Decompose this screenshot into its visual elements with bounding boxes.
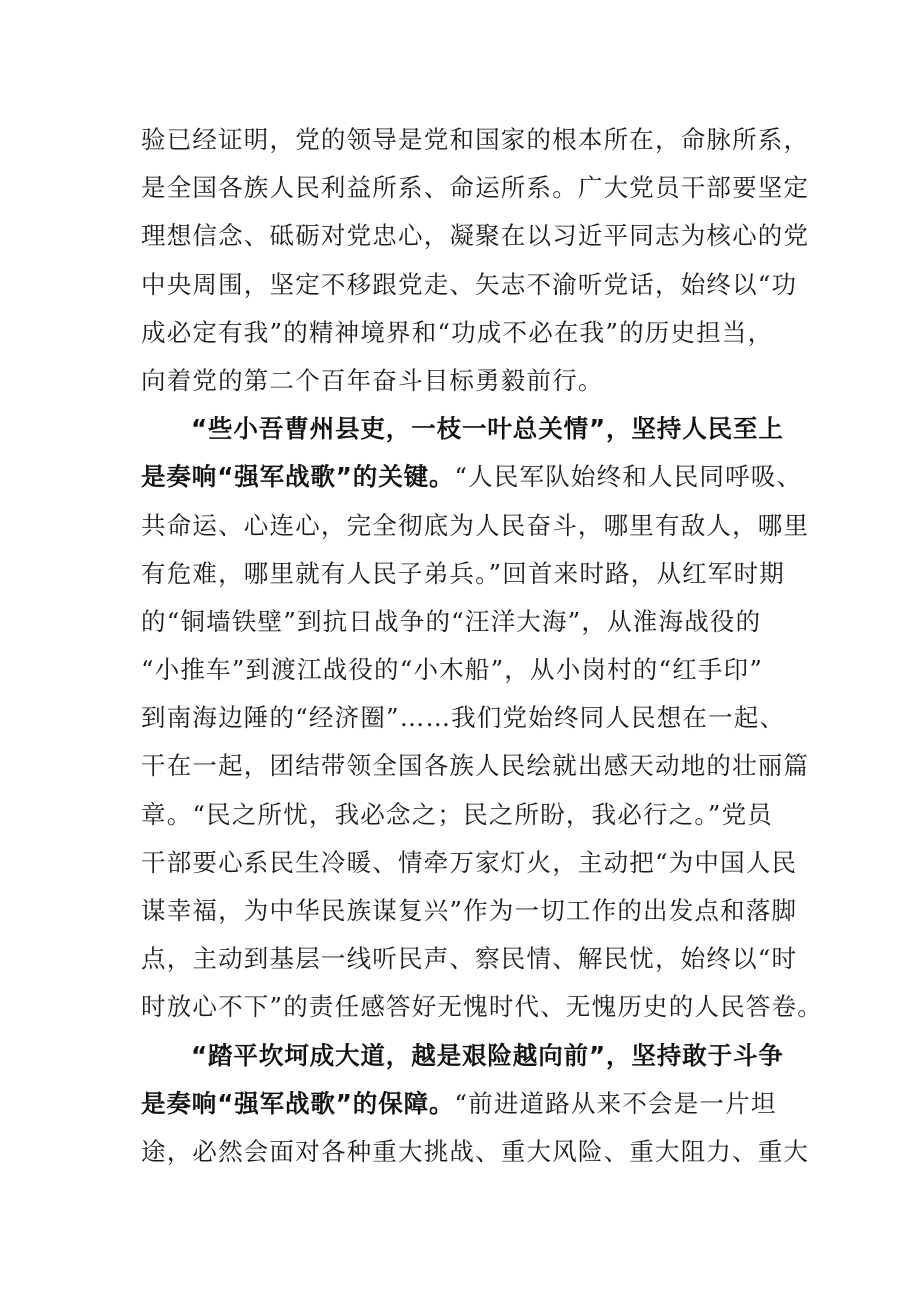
text-run: 理想信念、砥砺对党忠心，凝聚在以习近平同志为核心的党 [141, 221, 810, 251]
text-run: 是全国各族人民利益所系、命运所系。广大党员干部要坚定 [141, 173, 810, 203]
text-line [141, 1128, 810, 1176]
section-heading-line [141, 1032, 784, 1080]
text-line [141, 164, 810, 212]
text-line [141, 742, 810, 790]
heading-run: “些小吾曹州县吏，一枝一叶总关情”，坚持人民至上 [191, 414, 784, 444]
text-run: “小推车”到渡江战役的“小木船”，从小岗村的“红手印” [141, 655, 764, 685]
text-run: 干在一起，团结带领全国各族人民绘就出感天动地的壮丽篇 [141, 751, 810, 781]
text-line [141, 116, 810, 164]
text-run: 到南海边陲的“经济圈”……我们党始终同人民想在一起、 [141, 703, 786, 733]
text-line [141, 791, 781, 839]
text-run: 验已经证明，党的领导是党和国家的根本所在，命脉所系， [141, 125, 810, 154]
section-heading-line [141, 1080, 781, 1128]
text-line [141, 646, 781, 694]
text-line [141, 887, 798, 935]
text-run: “人民军队始终和人民同呼吸、 [454, 462, 803, 492]
text-run: 成必定有我”的精神境界和“功成不必在我”的历史担当， [141, 317, 774, 347]
heading-run: 是奏响“强军战歌”的关键。 [141, 462, 455, 492]
text-run: 的“铜墙铁壁”到抗日战争的“汪洋大海”，从淮海战役的 [141, 606, 762, 636]
text-line [141, 839, 798, 887]
heading-run: “踏平坎坷成大道，越是艰险越向前”，坚持敢于斗争 [191, 1040, 784, 1070]
text-line [141, 309, 781, 357]
heading-run: 是奏响“强军战歌”的保障。 [141, 1088, 455, 1118]
text-line [141, 598, 781, 646]
text-line [141, 357, 781, 405]
body-text [141, 116, 823, 1176]
text-run: 时放心不下”的责任感答好无愧时代、无愧历史的人民答卷。 [141, 992, 823, 1022]
text-run: 共命运、心连心，完全彻底为人民奋斗，哪里有敌人，哪里 [141, 510, 810, 540]
text-run: 向着党的第二个百年奋斗目标勇毅前行。 [141, 365, 604, 395]
text-run: 谋幸福，为中华民族谋复兴”作为一切工作的出发点和落脚 [141, 896, 798, 925]
text-run: “前进道路从来不会是一片坦 [454, 1088, 777, 1118]
text-line [141, 550, 785, 598]
section-heading-line [141, 405, 784, 453]
text-line [141, 502, 810, 550]
text-line [141, 212, 810, 260]
text-line [141, 935, 798, 983]
text-run: 有危难，哪里就有人民子弟兵。”回首来时路，从红军时期 [141, 558, 785, 588]
text-line [141, 261, 798, 309]
text-line [141, 983, 823, 1031]
text-run: 中央周围，坚定不移跟党走、矢志不渝听党话，始终以“功 [141, 269, 798, 299]
text-run: 途，必然会面对各种重大挑战、重大风险、重大阻力、重大 [141, 1136, 810, 1166]
section-heading-line [141, 453, 803, 501]
text-line [141, 694, 786, 742]
text-run: 点，主动到基层一线听民声、察民情、解民忧，始终以“时 [141, 944, 798, 974]
text-run: 干部要心系民生冷暖、情牵万家灯火，主动把“为中国人民 [141, 847, 798, 877]
text-run: 章。“民之所忧，我必念之；民之所盼，我必行之。”党员 [141, 799, 773, 829]
